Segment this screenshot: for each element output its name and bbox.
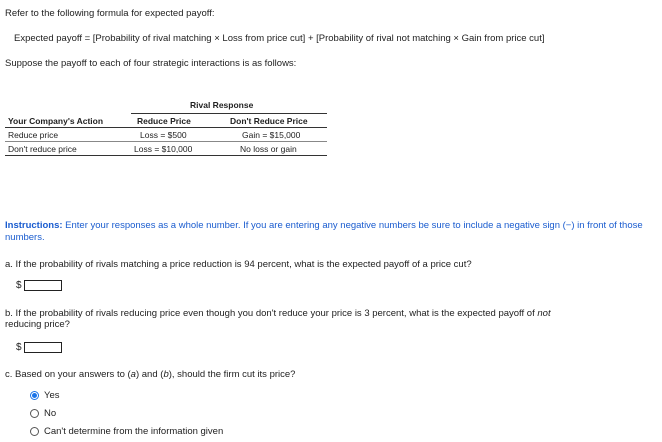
answer-b-row	[16, 342, 62, 353]
question-c	[5, 369, 295, 380]
table-bottom-line	[5, 155, 327, 156]
question-a: a. If the probability of rivals matching a price reduction is 94 percent, what is the expected payoff of a price cut?	[5, 259, 472, 270]
table-group-underline	[131, 113, 327, 114]
question-c-ref-b: b	[163, 369, 169, 380]
table-cell: No loss or gain	[240, 144, 297, 154]
table-cell: Loss = $500	[140, 130, 187, 140]
answer-b-input[interactable]	[24, 342, 62, 353]
option-no[interactable]	[30, 408, 56, 419]
intro-text: Refer to the following formula for expected payoff:	[5, 8, 215, 19]
answer-a-row	[16, 280, 62, 291]
suppose-text: Suppose the payoff to each of four strategic interactions is as follows:	[5, 58, 297, 69]
table-cell: Loss = $10,000	[134, 144, 193, 154]
radio-empty-icon[interactable]	[30, 409, 39, 418]
question-c-mid: ) and (	[135, 369, 164, 380]
currency-symbol: $	[16, 342, 22, 353]
table-row-divider	[5, 141, 327, 142]
question-c-prefix: c. Based on your answers to (	[5, 369, 131, 380]
table-cell: Gain = $15,000	[242, 130, 301, 140]
radio-empty-icon[interactable]	[30, 427, 39, 436]
instructions-text: Enter your responses as a whole number. If you are entering any negative numbers be sure to include a negative sign (−) in front of those numbers.	[5, 220, 643, 243]
table-row-label: Don't reduce price	[8, 144, 77, 154]
question-b-prefix: b. If the probability of rivals reducing price even though you don't reduce your price is 3 percent, what is the expected payoff of	[5, 308, 538, 319]
table-group-header: Rival Response	[190, 100, 254, 110]
instructions-label: Instructions:	[5, 220, 63, 231]
option-label: No	[44, 408, 57, 419]
question-b-suffix: reducing price?	[5, 319, 70, 330]
question-c-ref-a: a	[130, 369, 136, 380]
option-label: Can't determine from the information given	[44, 426, 224, 437]
currency-symbol: $	[16, 280, 22, 291]
answer-a-input[interactable]	[24, 280, 62, 291]
option-cant-determine[interactable]	[30, 426, 223, 437]
table-header-underline	[5, 127, 327, 128]
formula-text: Expected payoff = [Probability of rival matching × Loss from price cut] + [Probability of rival not matching × Gain from price cut]	[14, 33, 545, 44]
table-col-header-dont-reduce: Don't Reduce Price	[230, 116, 308, 126]
option-yes[interactable]	[30, 390, 60, 401]
table-row-label: Reduce price	[8, 130, 59, 140]
table-col-header-reduce: Reduce Price	[137, 116, 191, 126]
radio-selected-icon[interactable]	[30, 391, 39, 400]
question-b	[5, 308, 645, 330]
question-c-suffix: ), should the firm cut its price?	[168, 369, 296, 380]
table-row-header: Your Company's Action	[8, 116, 104, 126]
option-label: Yes	[44, 390, 60, 401]
instructions	[5, 220, 655, 244]
question-b-italic: not	[537, 308, 551, 319]
